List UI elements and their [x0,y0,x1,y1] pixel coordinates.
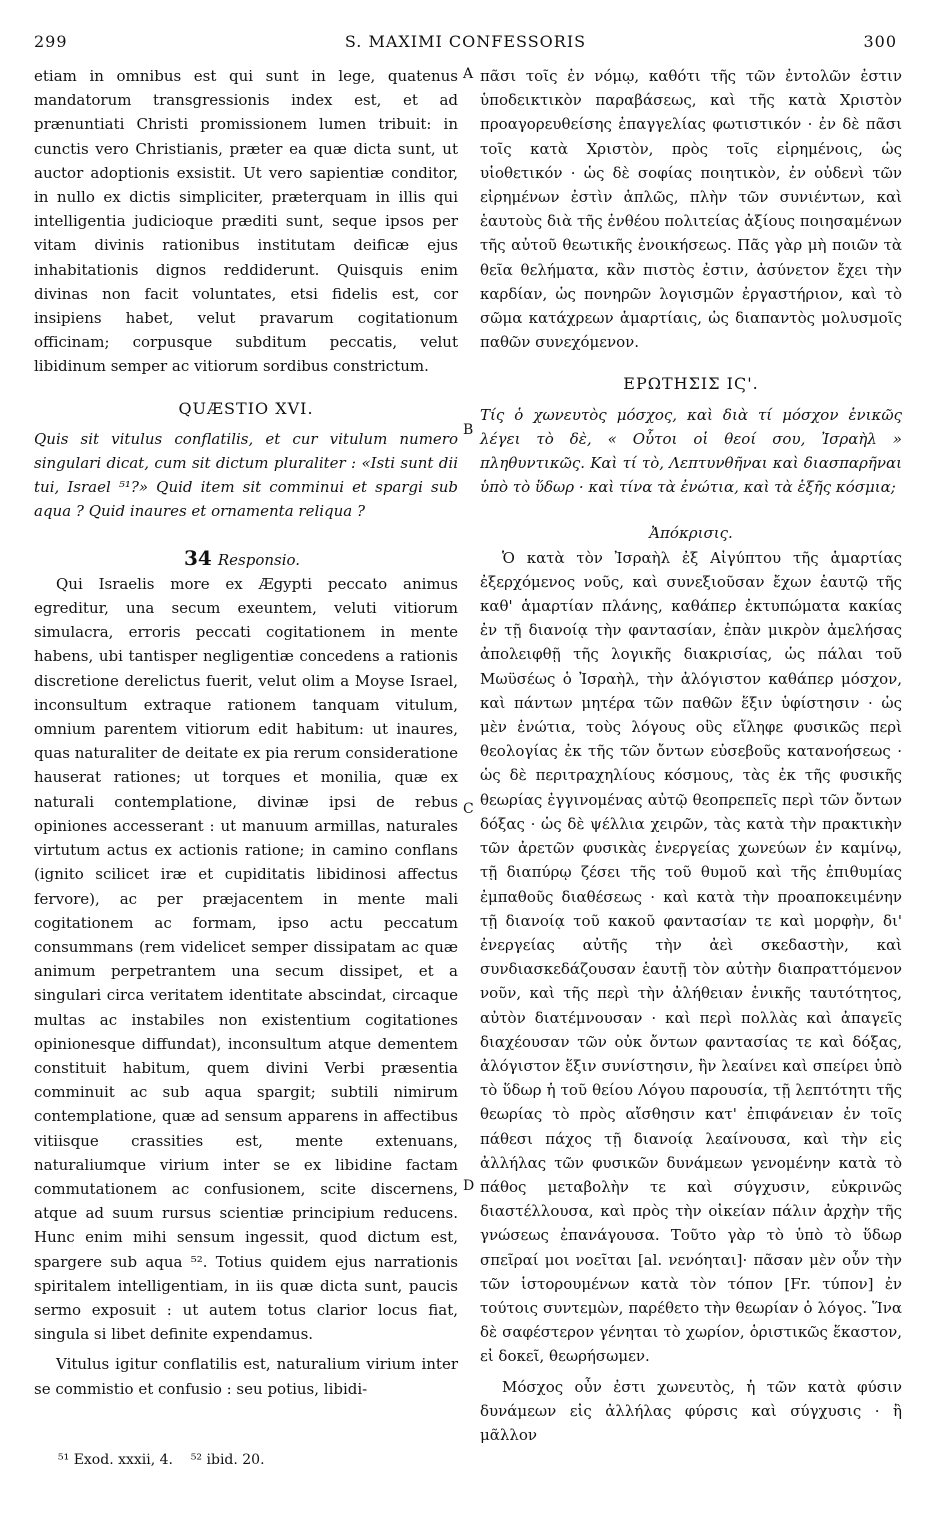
footnotes [58,1452,265,1468]
footnote-52-text: ibid. 20. [206,1452,265,1468]
footnote-51-marker: ⁵¹ [58,1452,70,1468]
latin-question-text: Quis sit vitulus conflatilis, et cur vitulum numero singulari dicat, cum sit dictum pluraliter : «Isti sunt dii tui, Israel ⁵¹?» Quid item sit comminui et spargi sub aqua ? Quid inaures et ornamenta reliqua ? [34,429,458,521]
greek-column [480,64,902,1447]
running-title: S. MAXIMI CONFESSORIS [344,32,587,51]
latin-response-label: Responsio. [217,550,301,569]
footnote-52 [191,1452,265,1468]
greek-question-heading: ΕΡΩΤΗΣΙΣ ΙϚ'. [623,374,759,394]
footnote-52-marker: ⁵² [190,1452,203,1468]
latin-column [34,64,458,1401]
greek-intro-paragraph: πᾶσι τοῖς ἐν νόμῳ, καθότι τῆς τῶν ἐντολῶν ἐστιν ὑποδεικτικὸν παραβάσεως, καὶ τῆς κατὰ Χριστὸν προαγορευθείσης ἐπαγγελίας φωτιστικόν · ἐν δὲ πᾶσι τοῖς κατὰ Χριστὸν, πρὸς τοῖς εἰρημένοις, ὡς υἱοθετικόν · ὡς δὲ σοφίας ποιητικὸν, ἐν οὐδενὶ τῶν εἰρημένων ἐστὶν ἁπλῶς, πλὴν τῶν συνιέντων, καὶ ἑαυτοὺς διὰ τῆς ἐνθέου πολιτείας ἀξίους ποιησαμένων τῆς αὐτοῦ θεωτικῆς ἐνοικήσεως. Πᾶς γὰρ μὴ ποιῶν τὰ θεῖα θελήματα, κἂν πιστὸς ἐστιν, ἀσύνετον ἔχει τὴν καρδίαν, ὡς πονηρῶν λογισμῶν ἐργαστήριον, καὶ τὸ σῶμα κατάχρεων ἁμαρτίαις, ὡς διαπαντὸς μολυσμοῖς παθῶν συνεχόμενον. [480,67,902,352]
margin-letter-a: A [463,66,474,82]
margin-letter-c: C [463,801,474,817]
running-header [34,32,897,56]
section-number: 34 [184,545,212,570]
greek-response-label: Ἀπόκρισις. [649,524,733,543]
footnote-51-text: Exod. xxxii, 4. [73,1452,173,1468]
latin-response-paragraph-2: Vitulus igitur conflatilis est, naturalium virium inter se commistio et confusio : seu potius, libidi- [34,1355,458,1398]
footnote-51 [58,1452,173,1468]
page-number-left: 299 [34,32,68,51]
latin-question-heading: QUÆSTIO XVI. [178,398,314,418]
margin-letter-b: B [463,422,474,438]
greek-response-paragraph-2: Μόσχος οὖν ἐστι χωνευτὸς, ἡ τῶν κατὰ φύσιν δυνάμεων εἰς ἀλλήλας φύρσις καὶ σύγχυσις · ἢ μᾶλλον [480,1377,902,1444]
greek-question-text: Τίς ὁ χωνευτὸς μόσχος, καὶ διὰ τί μόσχον ἑνικῶς λέγει τὸ δὲ, « Οὗτοι οἱ θεοί σου, Ἰσραὴλ » πληθυντικῶς. Καὶ τί τὸ, Λεπτυνθῆναι καὶ διασπαρῆναι ὑπὸ τὸ ὕδωρ · καὶ τίνα τὰ ἐνώτια, καὶ τὰ ἑξῆς κόσμια; [480,405,902,497]
latin-response-paragraph-1: Qui Israelis more ex Ægypti peccato animus egreditur, una secum exeuntem, veluti vitiorum simulacra, erroris peccati cogitationem in mente habens, ubi tantisper negligentiæ concedens a rationis discretione derelictus fuerit, velut olim a Moyse Israel, inconsultum extraque rationem tanquam vitulum, omnium parentem vitiorum edit habitum: ut inaures, quas naturaliter de deitate ex pia rerum consideratione hauserat rationes; ut torques et monilia, quæ ex naturali contemplatione, divinæ ipsi de rebus opiniones accesserant : ut manuum armillas, naturales virtutum actus ex actionis ratione; in camino conflans (ignito scilicet iræ et cupiditatis libidinosi affectus fervore), ac per præjacentem in mente mali cogitationem ac formam, ipso actu peccatum consummans (rem videlicet semper dissipatam ac quæ animum perpetrantem una secum dissipet, et a singulari circa veritatem identitate abscindat, circaque multas ac instabiles non existentium cogitationes opinionesque diffundat), inconsultum atque dementem constituit habitum, quem divini Verbi præsentia comminuit ac sub aqua spargit; subtili nimirum contemplatione, quæ ad sensum apparens in affectibus vitiisque crassities est, mente extenuans, naturaliumque virium inter se ex libidine factam commutationem ac confusionem, scite discernens, atque ad suum rursus scientiæ principium reducens. Hunc enim mihi sensum ingessit, quod dictum est, spargere sub aqua ⁵². Totius quidem ejus narrationis spiritalem intelligentiam, in iis quæ dicta sunt, paucis sermo exposuit : ut autem totus clarior locus fiat, singula si libet definite expendamus. [34,574,458,1344]
greek-response-paragraph-1: Ὁ κατὰ τὸν Ἰσραὴλ ἐξ Αἰγύπτου τῆς ἁμαρτίας ἐξερχόμενος νοῦς, καὶ συνεξιοῦσαν ἔχων ἑαυτῷ τῆς καθ' ἁμαρτίαν πλάνης, καθάπερ ἐκτυπώματα κακίας ἐν τῇ διανοίᾳ τὴν φαντασίαν, ἐπὰν μικρὸν ἀμελήσας ἀπολειφθῇ τῆς λογικῆς διακρισίας, ὡς πάλαι τοῦ Μωϋσέως ὁ Ἰσραὴλ, τὴν ἀλόγιστον καθάπερ μόσχον, καὶ πάντων μητέρα τῶν παθῶν ἕξιν ὑφίστησιν · ὡς μὲν ἐνώτια, τοὺς λόγους οὓς εἴληφε φυσικῶς περὶ θεολογίας ἐκ τῆς τῶν ὄντων εὐσεβοῦς κατανοήσεως · ὡς δὲ περιτραχηλίους κόσμους, τὰς ἐκ τῆς φυσικῆς θεωρίας ἐγγινομένας αὐτῷ θεοπρεπεῖς περὶ τῶν ὄντων δόξας · ὡς δὲ ψέλλια χειρῶν, τὰς κατὰ τὴν πρακτικὴν τῶν ἀρετῶν φυσικὰς ἐνεργείας χωνεύων ἐν καμίνῳ, τῇ διαπύρῳ ζέσει τῆς τοῦ θυμοῦ καὶ τῆς ἐπιθυμίας ἐμπαθοῦς διαθέσεως · καὶ κατὰ τὴν προαποκειμένην τῇ διανοίᾳ τοῦ κακοῦ φαντασίαν τε καὶ μορφὴν, δι' ἐνεργείας αὐτῆς τὴν ἀεὶ σκεδαστὴν, καὶ συνδιασκεδάζουσαν ἑαυτῇ τὸν αὐτὴν διαπραττόμενον νοῦν, καὶ τῆς περὶ τὴν ἀλήθειαν ἑνικῆς ταυτότητος, αὐτὸν διατέμνουσαν · καὶ περὶ πολλὰς καὶ ἀπαγεῖς διαχέουσαν τῶν οὐκ ὄντων φαντασίας τε καὶ δόξας, ἀλόγιστον ἕξιν συνίστησιν, ἣν λεαίνει καὶ σπείρει ὑπὸ τὸ ὕδωρ ἡ τοῦ θείου Λόγου παρουσία, τῇ λεπτότητι τῆς θεωρίας τὸ πρὸς αἴσθησιν κατ' ἐπιφάνειαν ἐν τοῖς πάθεσι πάχος τῇ διανοίᾳ λεαίνουσα, καὶ τὴν εἰς ἀλλήλας τῶν φυσικῶν δυνάμεων γενομένην κατὰ τὸ πάθος μεταβολὴν τε καὶ σύγχυσιν, εὐκρινῶς διαστέλλουσα, καὶ πρὸς τὴν οἰκείαν πάλιν ἀρχὴν τῆς γνώσεως ἐπανάγουσα. Τοῦτο γὰρ τὸ ὑπὸ τὸ ὕδωρ σπεῖραί μοι νοεῖται [al. νενόηται]· πᾶσαν μὲν οὖν τὴν τῶν ἱστορουμένων κατὰ τὸν τόπον [Fr. τύπον] ἐν τούτοις συντεμὼν, παρέθετο τὴν θεωρίαν ὁ λόγος. Ἵνα δὲ σαφέστερον γένηται τὸ χωρίον, ὁριστικῶς ἕκαστον, εἰ δοκεῖ, θεωρήσωμεν. [480,548,902,1366]
page-number-right: 300 [863,32,897,51]
latin-response-heading [34,546,458,572]
margin-letter-d: D [463,1178,475,1194]
latin-intro-paragraph: etiam in omnibus est qui sunt in lege, quatenus mandatorum transgressionis index est, et ad prænuntiati Christi promissionem lumen tribuit: in cunctis vero Christianis, præter ea quæ dicta sunt, ut auctor adoptionis exsistit. Ut vero sapientiæ conditor, in nullo ex dictis simpliciter, præterquam in illis qui intelligentia judicioque præditi sunt, seque ipsos per vitam divinis rationibus institutam deificæ ejus inhabitationis dignos reddiderunt. Quisquis enim divinas non facit voluntates, etsi fidelis est, cor insipiens habet, velut pravarum cogitationum officinam; corpusque subditum peccatis, velut libidinum semper ac vitiorum sordibus constrictum. [34,67,458,376]
